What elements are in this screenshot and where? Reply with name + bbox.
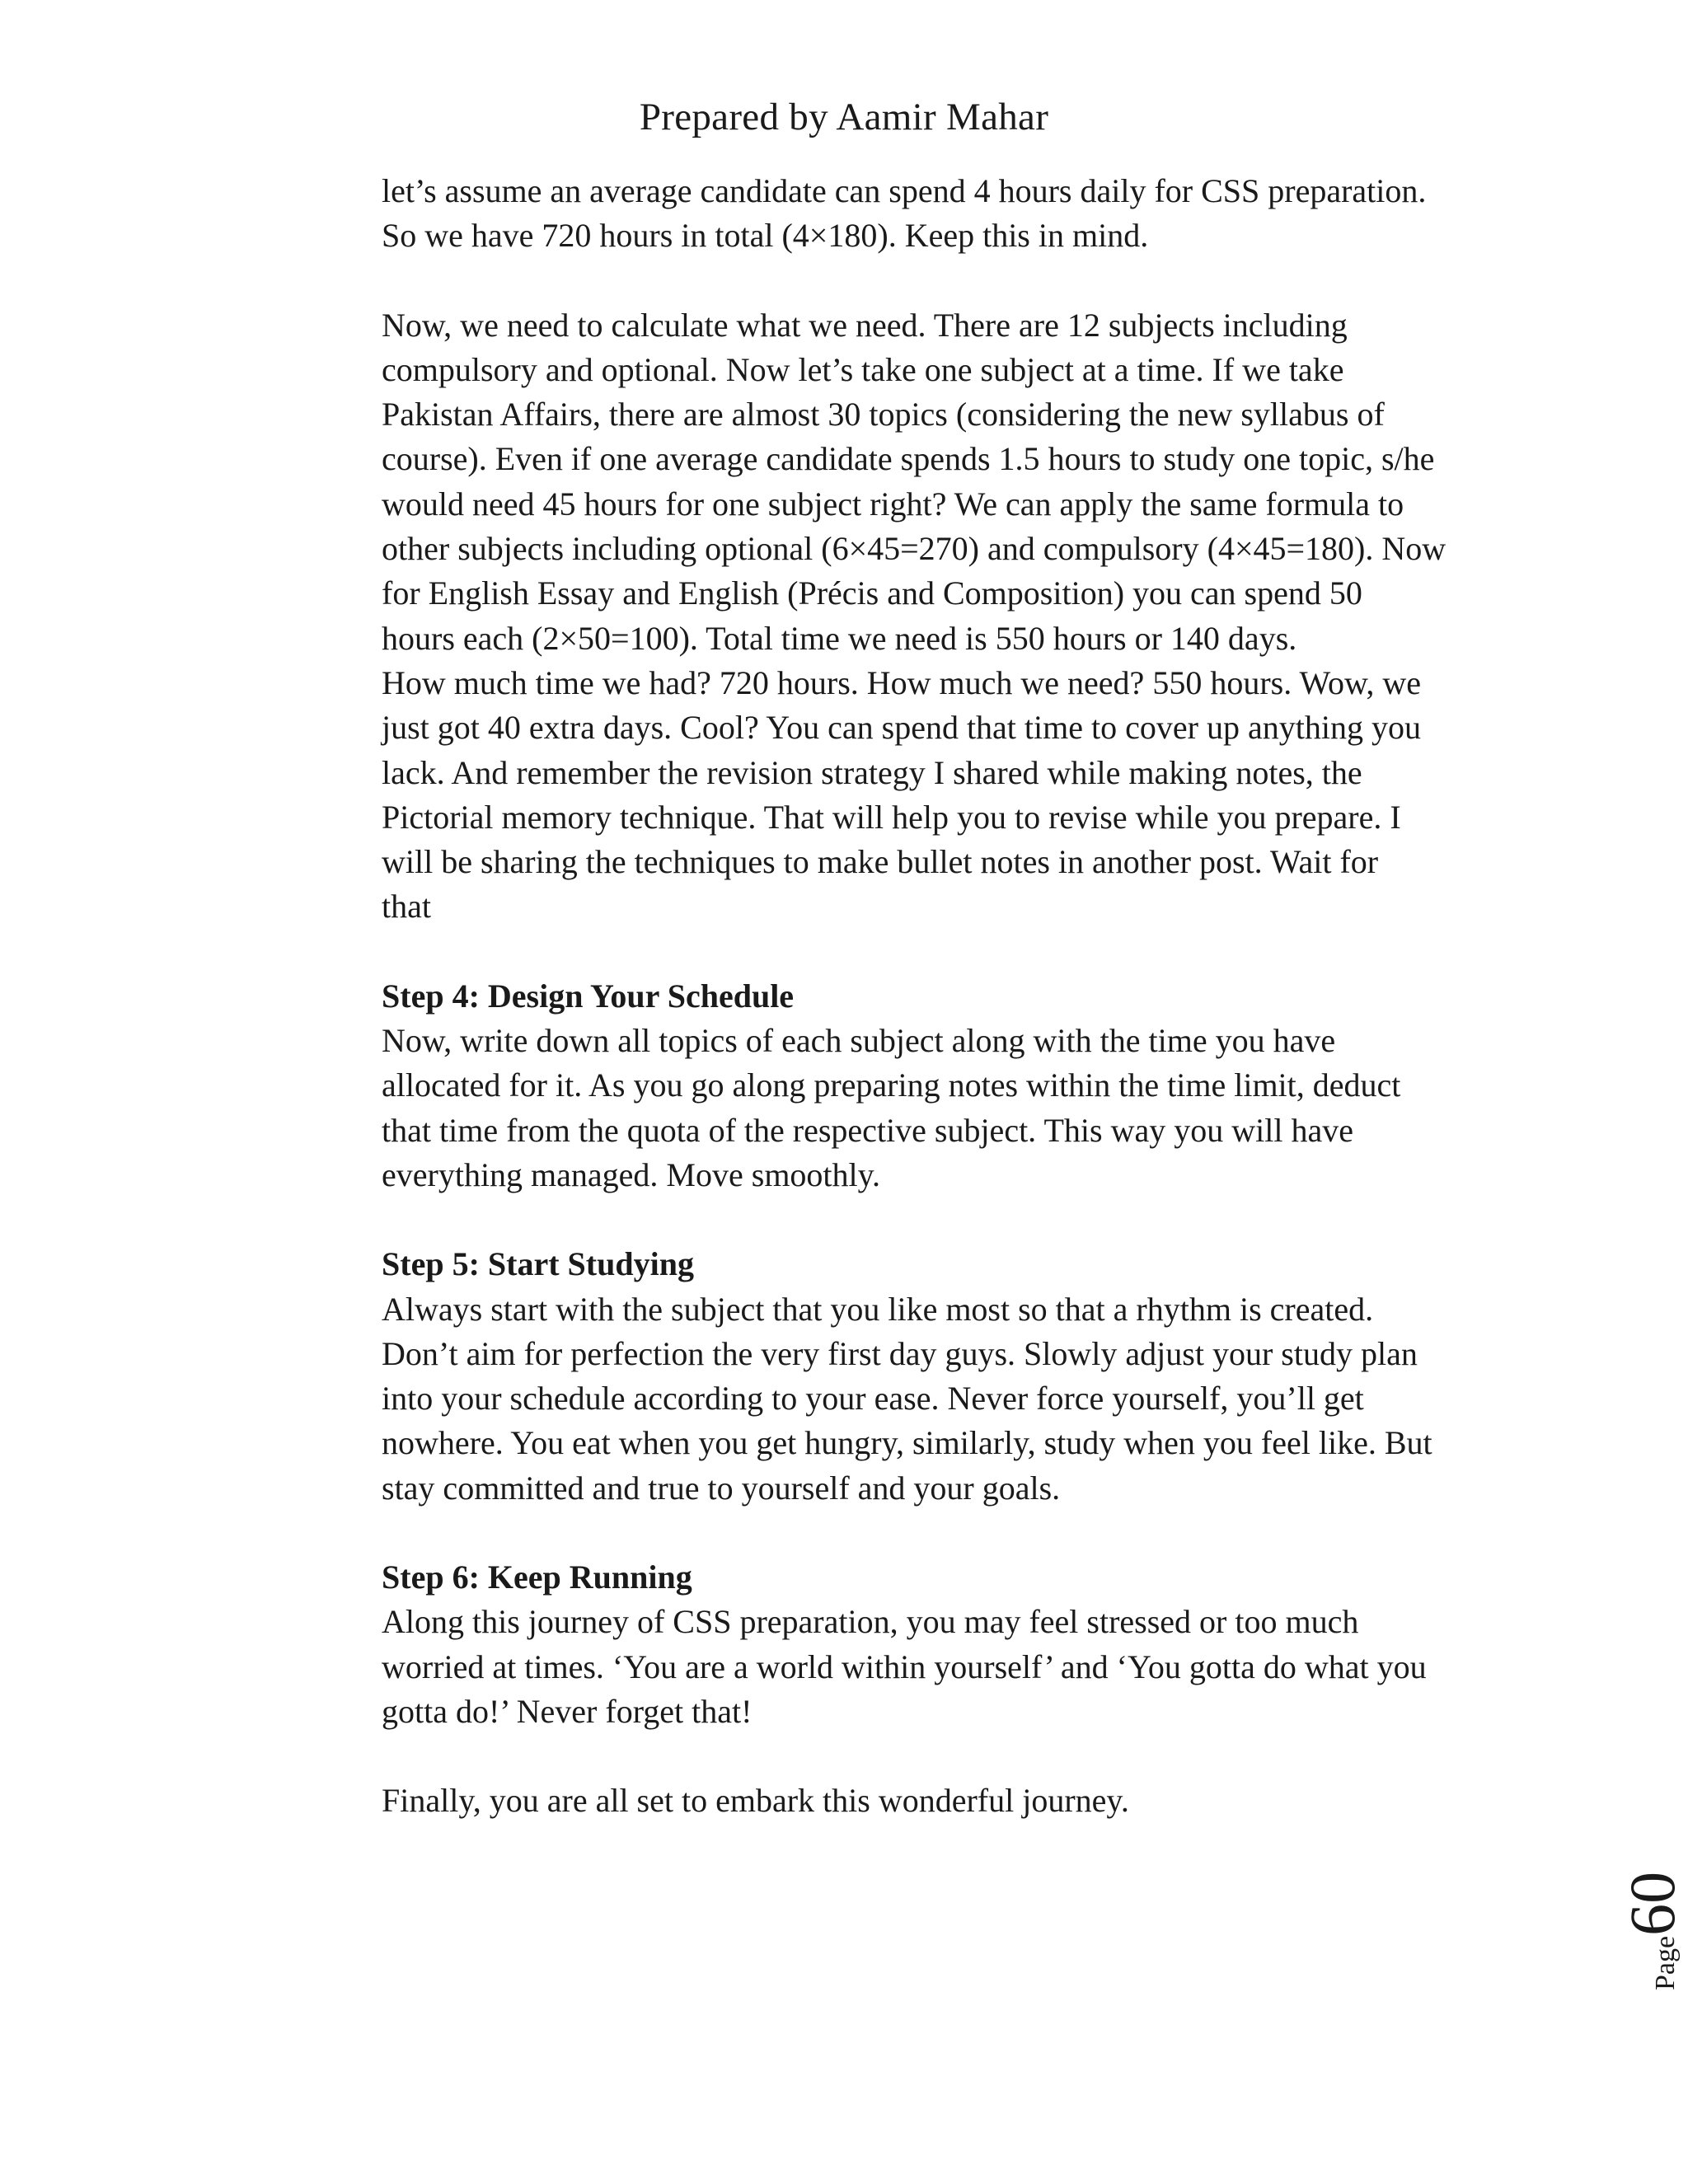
body-line: that xyxy=(382,888,431,926)
page-number xyxy=(1616,1871,1688,1990)
body-line: worried at times. ‘You are a world within yourself’ and ‘You gotta do what you xyxy=(382,1647,1427,1685)
body-line: that time from the quota of the respective subject. This way you will have xyxy=(382,1111,1353,1149)
paragraph-gap xyxy=(382,1734,1486,1779)
body-line: allocated for it. As you go along preparing notes within the time limit, deduct xyxy=(382,1066,1401,1104)
paragraph-gap xyxy=(382,1197,1486,1242)
paragraph-gap xyxy=(382,1511,1486,1555)
body-line: Finally, you are all set to embark this wonderful journey. xyxy=(382,1782,1129,1820)
paragraph-gap xyxy=(382,930,1486,974)
body-line: everything managed. Move smoothly. xyxy=(382,1155,881,1193)
body-line: How much time we had? 720 hours. How much we need? 550 hours. Wow, we xyxy=(382,663,1421,701)
body-line: lack. And remember the revision strategy I shared while making notes, the xyxy=(382,753,1362,791)
paragraph-gap xyxy=(382,259,1486,303)
body-line: nowhere. You eat when you get hungry, similarly, study when you feel like. But xyxy=(382,1424,1432,1462)
body-line: Now, write down all topics of each subject along with the time you have xyxy=(382,1022,1336,1060)
body-line: hours each (2×50=100). Total time we need is 550 hours or 140 days. xyxy=(382,619,1297,657)
page-number-value: 60 xyxy=(1616,1871,1688,1936)
document-body xyxy=(382,169,1486,1824)
step-4-heading: Step 4: Design Your Schedule xyxy=(382,977,795,1015)
body-line: just got 40 extra days. Cool? You can spend that time to cover up anything you xyxy=(382,709,1421,747)
body-line: So we have 720 hours in total (4×180). Keep this in mind. xyxy=(382,217,1149,255)
body-line: stay committed and true to yourself and your goals. xyxy=(382,1469,1061,1507)
page-header: Prepared by Aamir Mahar xyxy=(639,96,1049,138)
body-line: would need 45 hours for one subject right? We can apply the same formula to xyxy=(382,485,1404,523)
body-line: for English Essay and English (Précis and Composition) you can spend 50 xyxy=(382,574,1362,612)
body-line: course). Even if one average candidate spends 1.5 hours to study one topic, s/he xyxy=(382,440,1435,478)
body-line: Now, we need to calculate what we need. There are 12 subjects including xyxy=(382,306,1348,344)
body-line: Pictorial memory technique. That will help you to revise while you prepare. I xyxy=(382,798,1401,836)
body-line: gotta do!’ Never forget that! xyxy=(382,1692,753,1730)
body-line: other subjects including optional (6×45=270) and compulsory (4×45=180). Now xyxy=(382,530,1447,568)
page-label: Page xyxy=(1650,1935,1681,1990)
body-line: let’s assume an average candidate can spend 4 hours daily for CSS preparation. xyxy=(382,172,1427,209)
body-line: will be sharing the techniques to make bullet notes in another post. Wait for xyxy=(382,843,1379,881)
body-line: Pakistan Affairs, there are almost 30 topics (considering the new syllabus of xyxy=(382,396,1385,434)
body-line: compulsory and optional. Now let’s take one subject at a time. If we take xyxy=(382,350,1344,388)
body-line: Don’t aim for perfection the very first day guys. Slowly adjust your study plan xyxy=(382,1334,1418,1372)
body-line: into your schedule according to your ease. Never force yourself, you’ll get xyxy=(382,1380,1364,1418)
step-5-heading: Step 5: Start Studying xyxy=(382,1245,694,1283)
body-line: Always start with the subject that you like most so that a rhythm is created. xyxy=(382,1290,1374,1328)
step-6-heading: Step 6: Keep Running xyxy=(382,1558,692,1596)
body-line: Along this journey of CSS preparation, you may feel stressed or too much xyxy=(382,1603,1359,1641)
